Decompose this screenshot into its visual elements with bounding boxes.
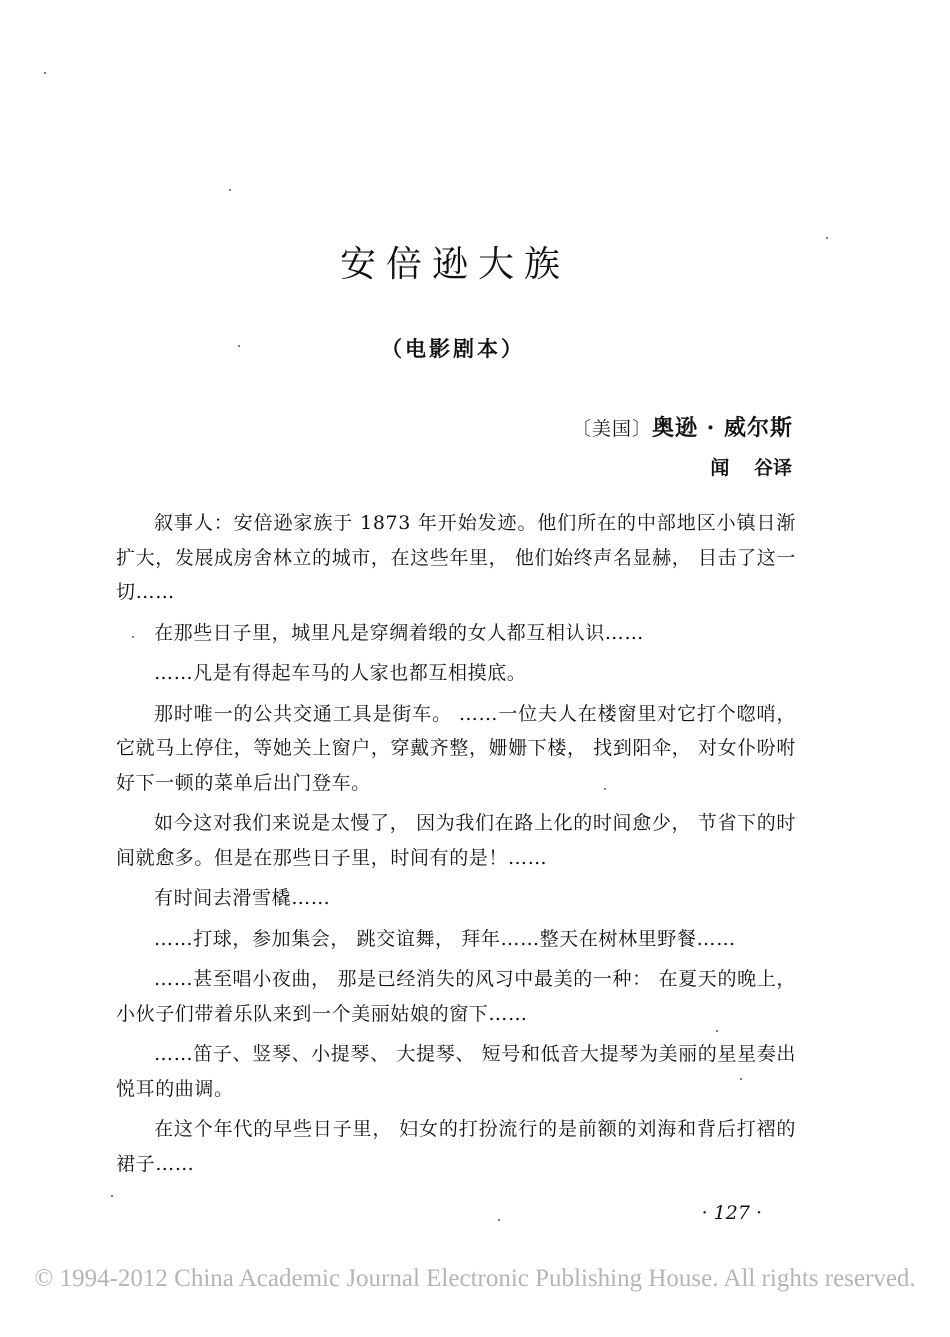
scan-speck [44,72,46,74]
paragraph: 如今这对我们来说是太慢了， 因为我们在路上化的时间愈少， 节省下的时间就愈多。但是在那些日子里，时间有的是！…… [116,812,796,869]
copyright-footer: © 1994-2012 China Academic Journal Electronic Publishing House. All rights reserved. [34,1265,916,1292]
scan-speck [826,237,828,239]
page-number: · 127 · [701,1202,762,1224]
scan-speck [498,1219,500,1221]
author-country: 〔美国〕 [572,418,653,440]
paragraph: 有时间去滑雪橇…… [154,887,331,909]
scan-speck [740,1078,742,1080]
paragraph: 叙事人：安倍逊家族于 1873 年开始发迹。他们所在的中部地区小镇日渐扩大，发展成房舍林立的城市，在这些年里， 他们始终声名显赫， 目击了这一切…… [116,512,796,603]
paragraph: ……甚至唱小夜曲， 那是已经消失的风习中最美的一种： 在夏天的晚上，小伙子们带着乐队来到一个美丽姑娘的窗下…… [116,968,796,1025]
scan-speck [604,788,606,790]
page-subtitle: （电影剧本） [381,336,525,361]
scan-speck [238,345,240,347]
author-name: 奥逊 · 威尔斯 [652,415,793,441]
scan-speck [716,1030,718,1032]
paragraph: 那时唯一的公共交通工具是街车。 ……一位夫人在楼窗里对它打个唿哨，它就马上停住，等她关上窗户，穿戴齐整，姗姗下楼， 找到阳伞， 对女仆吩咐好下一顿的菜单后出门登车。 [116,702,796,794]
author-line [572,411,793,442]
paragraph: ……打球，参加集会， 跳交谊舞， 拜年……整天在树林里野餐…… [154,927,736,950]
paragraph: 在这个年代的早些日子里， 妇女的打扮流行的是前额的刘海和背后打褶的裙子…… [116,1118,796,1175]
body-text [116,506,796,1187]
translator-line: 闻 谷译 [710,457,792,479]
scan-speck [132,636,134,638]
scan-speck [229,189,231,191]
scan-speck [111,1195,113,1197]
paragraph: 在那些日子里，城里凡是穿绸着缎的女人都互相认识…… [154,621,645,644]
page-title: 安倍逊大族 [339,244,570,285]
paragraph: ……笛子、竖琴、小提琴、 大提琴、 短号和低音大提琴为美丽的星星奏出悦耳的曲调。 [116,1043,796,1100]
paragraph: ……凡是有得起车马的人家也都互相摸底。 [154,662,527,684]
